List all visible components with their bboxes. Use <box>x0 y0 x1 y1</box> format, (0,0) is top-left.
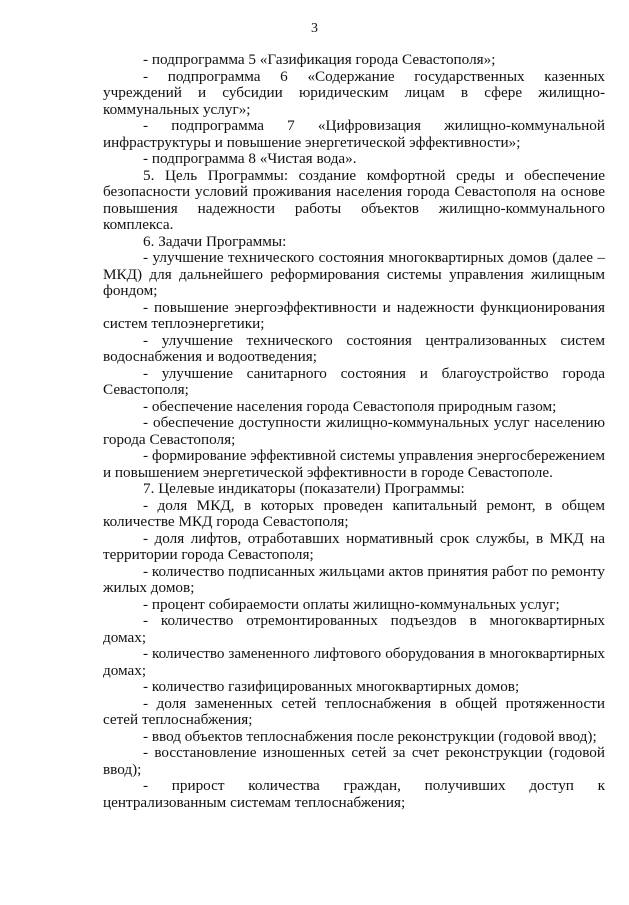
document-body <box>103 52 605 811</box>
paragraph: - подпрограмма 8 «Чистая вода». <box>143 150 357 167</box>
paragraph: - обеспечение населения города Севастополя природным газом; <box>143 397 557 415</box>
paragraph: - подпрограмма 6 «Содержание государственных казенных учреждений и субсидии юридическим лицам в сфере жилищно-коммунальных услуг»; <box>103 67 605 118</box>
paragraph: - прирост количества граждан, получивших доступ к централизованным системам теплоснабжения; <box>103 777 605 811</box>
paragraph: - доля замененных сетей теплоснабжения в общей протяженности сетей теплоснабжения; <box>103 694 605 728</box>
paragraph: 6. Задачи Программы: <box>143 232 287 250</box>
paragraph: - улучшение технического состояния централизованных систем водоснабжения и водоотведения; <box>103 331 605 365</box>
paragraph: - подпрограмма 5 «Газификация города Севастополя»; <box>143 51 496 68</box>
page-number: 3 <box>311 21 318 36</box>
paragraph: - восстановление изношенных сетей за счет реконструкции (годовой ввод); <box>103 744 605 778</box>
paragraph: - формирование эффективной системы управления энергосбережением и повышением энергетической эффективности в городе Севастополе. <box>103 447 605 481</box>
paragraph: 7. Целевые индикаторы (показатели) Программы: <box>143 480 465 497</box>
paragraph: - количество отремонтированных подъездов в многоквартирных домах; <box>103 612 605 646</box>
paragraph: - доля лифтов, отработавших нормативный срок службы, в МКД на территории города Севастополя; <box>103 529 605 563</box>
paragraph: - улучшение санитарного состояния и благоустройство города Севастополя; <box>103 364 605 398</box>
paragraph: - обеспечение доступности жилищно-коммунальных услуг населению города Севастополя; <box>103 414 605 448</box>
paragraph: - подпрограмма 7 «Цифровизация жилищно-коммунальной инфраструктуры и повышение энергетической эффективности»; <box>103 117 605 151</box>
paragraph: - улучшение технического состояния многоквартирных домов (далее – МКД) для дальнейшего реформирования системы управления жилищным фондом; <box>103 249 605 299</box>
paragraph: - повышение энергоэффективности и надежности функционирования систем теплоэнергетики; <box>103 298 605 332</box>
paragraph: - количество подписанных жильцами актов принятия работ по ремонту жилых домов; <box>103 562 606 596</box>
paragraph: - количество газифицированных многоквартирных домов; <box>143 678 520 695</box>
paragraph: - доля МКД, в которых проведен капитальный ремонт, в общем количестве МКД города Севастополя; <box>103 496 605 530</box>
paragraph: - количество замененного лифтового оборудования в многоквартирных домах; <box>103 645 605 679</box>
paragraph: - процент собираемости оплаты жилищно-коммунальных услуг; <box>143 595 560 613</box>
paragraph: 5. Цель Программы: создание комфортной среды и обеспечение безопасности условий проживания населения города Севастополя на основе повышения надежности работы объектов жилищно-коммунального комплекса. <box>103 166 605 233</box>
paragraph: - ввод объектов теплоснабжения после реконструкции (годовой ввод); <box>143 727 597 745</box>
